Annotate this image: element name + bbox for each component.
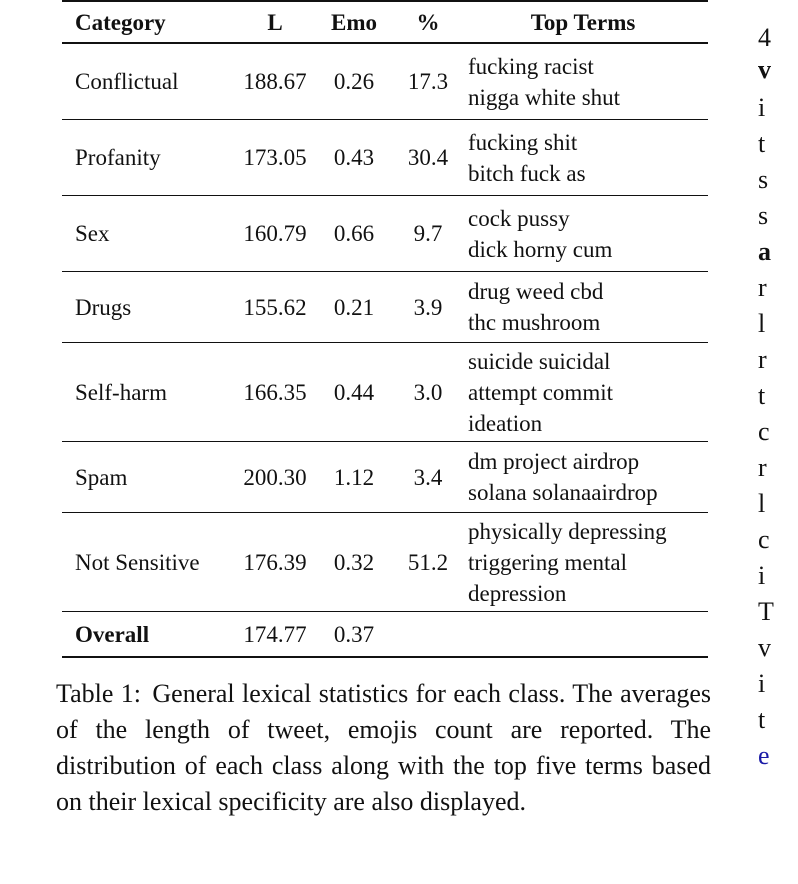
cell-percent: 51.2	[398, 513, 458, 612]
term-line: nigga white shut	[468, 84, 621, 110]
table-row	[62, 513, 708, 612]
header-length: L	[240, 1, 310, 43]
term-line: triggering mental	[468, 549, 628, 575]
cell-top-terms	[458, 120, 708, 196]
table-header-row	[62, 1, 708, 43]
cell-category: Overall	[62, 612, 240, 658]
table-row	[62, 442, 708, 513]
term-line: fucking racist	[468, 53, 594, 79]
term-line: bitch fuck as	[468, 160, 586, 186]
fragment-link[interactable]: e	[758, 741, 770, 770]
cell-percent: 9.7	[398, 196, 458, 272]
cell-emo: 0.43	[310, 120, 398, 196]
caption-label: Table 1:	[56, 679, 141, 708]
cell-category: Profanity	[62, 120, 240, 196]
header-percent: %	[398, 1, 458, 43]
cell-top-terms	[458, 442, 708, 513]
cell-category: Spam	[62, 442, 240, 513]
term-line: cock pussy	[468, 205, 570, 231]
lexical-stats-table-container	[62, 0, 708, 658]
fragment: t	[758, 129, 766, 158]
adjacent-column-fragments	[758, 0, 798, 774]
term-line: dm project airdrop	[468, 449, 640, 474]
cell-length: 160.79	[240, 196, 310, 272]
fragment: i	[758, 561, 766, 590]
term-line: ideation	[468, 410, 543, 436]
term-line: suicide suicidal	[468, 348, 611, 374]
fragment: s	[758, 165, 769, 194]
cell-percent: 3.4	[398, 442, 458, 513]
fragment: v	[758, 55, 771, 84]
cell-top-terms	[458, 612, 708, 658]
cell-category: Drugs	[62, 272, 240, 343]
table-row	[62, 43, 708, 120]
cell-emo: 0.66	[310, 196, 398, 272]
cell-category: Conflictual	[62, 43, 240, 120]
cell-emo: 0.21	[310, 272, 398, 343]
cell-category: Sex	[62, 196, 240, 272]
table-row-overall	[62, 612, 708, 658]
cell-length: 174.77	[240, 612, 310, 658]
fragment: i	[758, 669, 766, 698]
header-emo: Emo	[310, 1, 398, 43]
cell-emo: 0.37	[310, 612, 398, 658]
cell-top-terms	[458, 513, 708, 612]
cell-length: 155.62	[240, 272, 310, 343]
fragment: l	[758, 489, 766, 518]
cell-top-terms	[458, 343, 708, 442]
term-line: dick horny cum	[468, 236, 613, 262]
table-row	[62, 343, 708, 442]
cell-percent: 17.3	[398, 43, 458, 120]
table-row	[62, 272, 708, 343]
cell-percent	[398, 612, 458, 658]
fragment: t	[758, 381, 766, 410]
cell-emo: 0.26	[310, 43, 398, 120]
cell-length: 188.67	[240, 43, 310, 120]
table-caption	[56, 676, 711, 820]
lexical-stats-table	[62, 0, 708, 658]
cell-category: Not Sensitive	[62, 513, 240, 612]
fragment: 4	[758, 23, 771, 52]
table-row	[62, 196, 708, 272]
fragment: c	[758, 525, 770, 554]
table-row	[62, 120, 708, 196]
fragment: r	[758, 345, 767, 374]
term-line: thc mushroom	[468, 310, 601, 335]
fragment: a	[758, 237, 771, 266]
term-line: fucking shit	[468, 129, 578, 155]
term-line: attempt commit	[468, 379, 613, 405]
cell-emo: 0.44	[310, 343, 398, 442]
fragment: r	[758, 273, 767, 302]
term-line: depression	[468, 580, 567, 606]
cell-top-terms	[458, 272, 708, 343]
cell-top-terms	[458, 196, 708, 272]
fragment: i	[758, 93, 766, 122]
term-line: drug weed cbd	[468, 279, 604, 304]
fragment: T	[758, 597, 774, 626]
header-category: Category	[62, 1, 240, 43]
cell-percent: 3.9	[398, 272, 458, 343]
fragment: v	[758, 633, 771, 662]
fragment: c	[758, 417, 770, 446]
cell-length: 176.39	[240, 513, 310, 612]
fragment: t	[758, 705, 766, 734]
cell-length: 173.05	[240, 120, 310, 196]
cell-emo: 1.12	[310, 442, 398, 513]
cell-percent: 30.4	[398, 120, 458, 196]
cell-top-terms	[458, 43, 708, 120]
fragment: r	[758, 453, 767, 482]
fragment: s	[758, 201, 769, 230]
fragment: l	[758, 309, 766, 338]
cell-length: 200.30	[240, 442, 310, 513]
term-line: physically depressing	[468, 518, 667, 544]
cell-percent: 3.0	[398, 343, 458, 442]
cell-length: 166.35	[240, 343, 310, 442]
caption-text: General lexical statistics for each class. The averages of the length of tweet, emojis count are reported. The distribution of each class along with the top five terms based on their lexical specificity are also displayed.	[56, 679, 712, 816]
cell-category: Self-harm	[62, 343, 240, 442]
cell-emo: 0.32	[310, 513, 398, 612]
header-top-terms: Top Terms	[458, 1, 708, 43]
term-line: solana solanaairdrop	[468, 480, 658, 505]
